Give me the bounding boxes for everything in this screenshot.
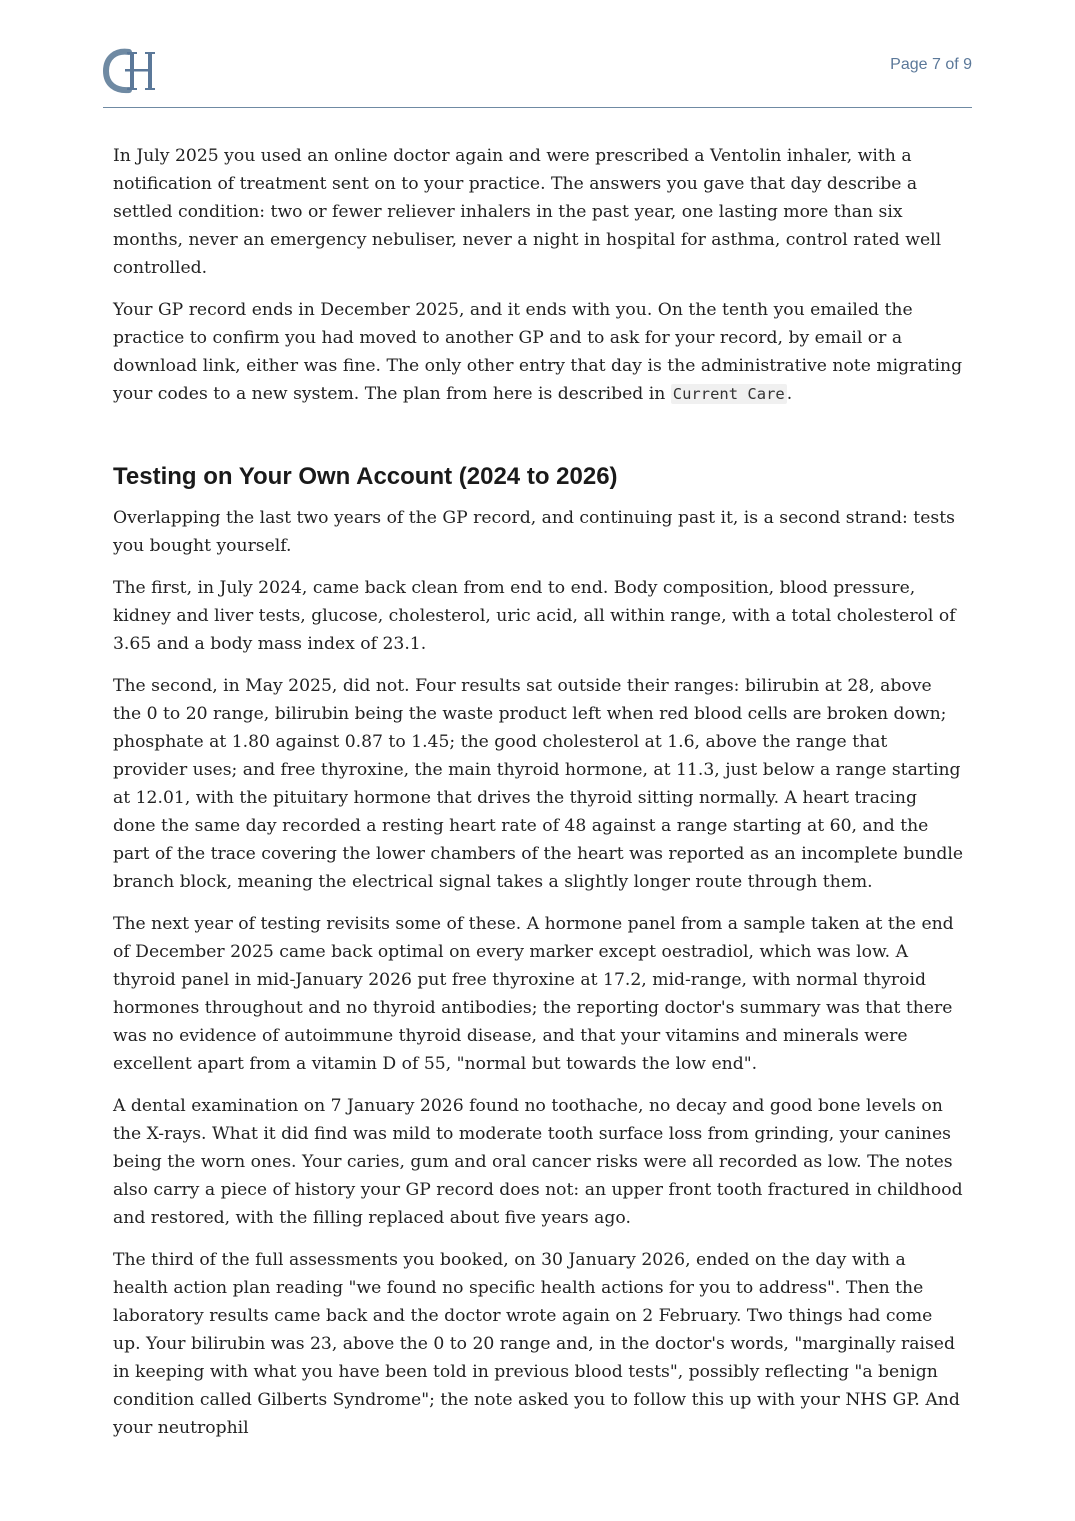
paragraph: The next year of testing revisits some of these. A hormone panel from a sample taken at the end of December 2025 came back optimal on every marker except oestradiol, which was low. A thyroid panel in mid-January 2026 put free thyroxine at 17.2, mid-range, with normal thyroid hormones throughout and no thyroid antibodies; the reporting doctor's summary was that there was no evidence of autoimmune thyroid disease, and that your vitamins and minerals were excellent apart from a vitamin D of 55, "normal but towards the low end". <box>113 914 954 1074</box>
document-body <box>113 142 965 1456</box>
paragraph: In July 2025 you used an online doctor again and were prescribed a Ventolin inhaler, with a notification of treatment sent on to your practice. The answers you gave that day describe a settled condition: two or fewer reliever inhalers in the past year, one lasting more than six months, never an emergency nebuliser, never a night in hospital for asthma, control rated well controlled. <box>113 146 942 278</box>
paragraph: Overlapping the last two years of the GP record, and continuing past it, is a second strand: tests you bought yourself. <box>113 508 955 556</box>
page-header <box>103 44 972 108</box>
paragraph: The third of the full assessments you booked, on 30 January 2026, ended on the day with a health action plan reading "we found no specific health actions for you to address". Then the laboratory results came back and the doctor wrote again on 2 February. Two things had come up. Your bilirubin was 23, above the 0 to 20 range and, in the doctor's words, "marginally raised in keeping with what you have been told in previous blood tests", possibly reflecting "a benign condition called Gilberts Syndrome"; the note asked you to follow this up with your NHS GP. And your neutrophil <box>113 1250 960 1438</box>
paragraph: The first, in July 2024, came back clean from end to end. Body composition, blood pressure, kidney and liver tests, glucose, cholesterol, uric acid, all within range, with a total cholesterol of 3.65 and a body mass index of 23.1. <box>113 578 956 654</box>
paragraph: A dental examination on 7 January 2026 found no toothache, no decay and good bone levels on the X-rays. What it did find was mild to moderate tooth surface loss from grinding, your canines being the worn ones. Your caries, gum and oral cancer risks were all recorded as low. The notes also carry a piece of history your GP record does not: an upper front tooth fractured in childhood and restored, with the filling replaced about five years ago. <box>113 1096 963 1228</box>
paragraph <box>113 296 965 408</box>
page-indicator: Page 7 of 9 <box>890 56 972 73</box>
paragraph-text: . <box>786 384 793 404</box>
paragraph: The second, in May 2025, did not. Four results sat outside their ranges: bilirubin at 28, above the 0 to 20 range, bilirubin being the waste product left when red blood cells are broken down; phosphate at 1.80 against 0.87 to 1.45; the good cholesterol at 1.6, above the range that provider uses; and free thyroxine, the main thyroid hormone, at 11.3, just below a range starting at 12.01, with the pituitary hormone that drives the thyroid sitting normally. A heart tracing done the same day recorded a resting heart rate of 48 against a range starting at 60, and the part of the trace covering the lower chambers of the heart was reported as an incomplete bundle branch block, meaning the electrical signal takes a slightly longer route through them. <box>113 676 964 892</box>
section-heading: Testing on Your Own Account (2024 to 2026) <box>113 463 618 490</box>
paragraph-text: Your GP record ends in December 2025, and it ends with you. On the tenth you emailed the practice to confirm you had moved to another GP and to ask for your record, by email or a download link, either was fine. The only other entry that day is the administrative note migrating your codes to a new system. The plan from here is described in <box>113 300 963 404</box>
ch-logo <box>103 44 163 96</box>
current-care-reference: Current Care <box>672 385 785 403</box>
